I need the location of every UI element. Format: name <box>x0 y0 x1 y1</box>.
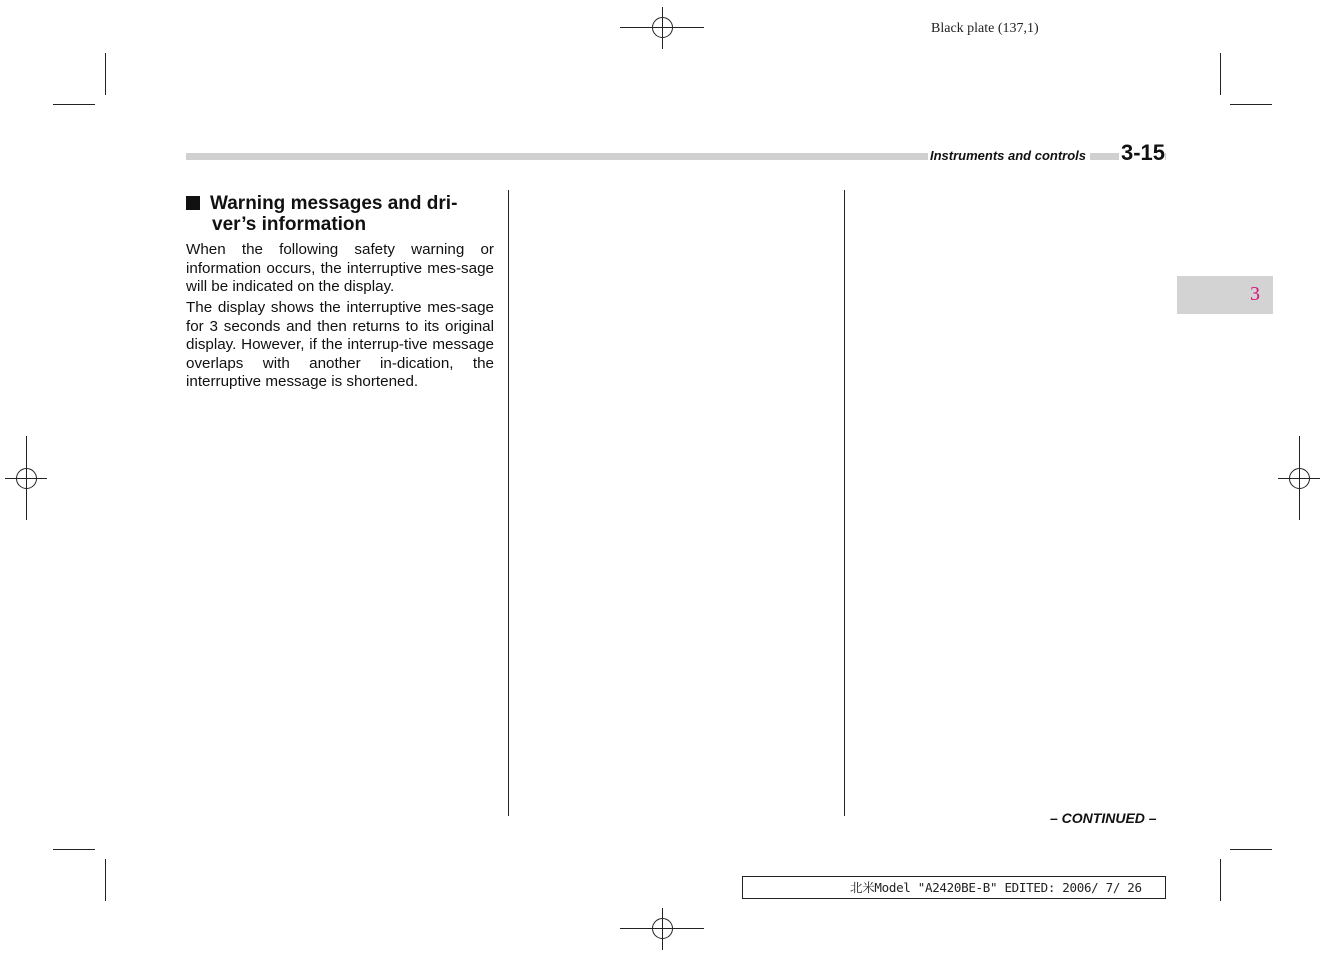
footer-stamp: 北米Model "A2420BE-B" EDITED: 2006/ 7/ 26 <box>850 880 1142 895</box>
crop-mark <box>1230 104 1272 105</box>
heading-line-2: ver’s information <box>212 214 367 235</box>
crop-mark <box>1220 859 1221 901</box>
continued-label: – CONTINUED – <box>1050 810 1157 826</box>
article-heading <box>186 193 496 235</box>
square-bullet-icon <box>186 196 200 210</box>
chapter-number: 3 <box>1250 283 1260 305</box>
crop-mark <box>53 849 95 850</box>
column-divider <box>844 190 845 816</box>
paragraph-2: The display shows the interruptive mes-sage for 3 seconds and then returns to its original display. However, if the interrup-tive message overlaps with another in-dication, the interruptive message is shortened. <box>186 299 494 390</box>
crop-mark <box>105 53 106 95</box>
paragraph-1: When the following safety warning or information occurs, the interruptive mes-sage will be indicated on the display. <box>186 241 494 295</box>
crop-mark <box>1220 53 1221 95</box>
heading-line-1: Warning messages and dri- <box>210 193 458 214</box>
crop-mark <box>105 859 106 901</box>
page-number: 3-15 <box>1121 140 1166 165</box>
section-title: Instruments and controls <box>928 148 1090 163</box>
crop-mark <box>1230 849 1272 850</box>
plate-info: Black plate (137,1) <box>931 21 1039 36</box>
column-divider <box>508 190 509 816</box>
crop-mark <box>53 104 95 105</box>
